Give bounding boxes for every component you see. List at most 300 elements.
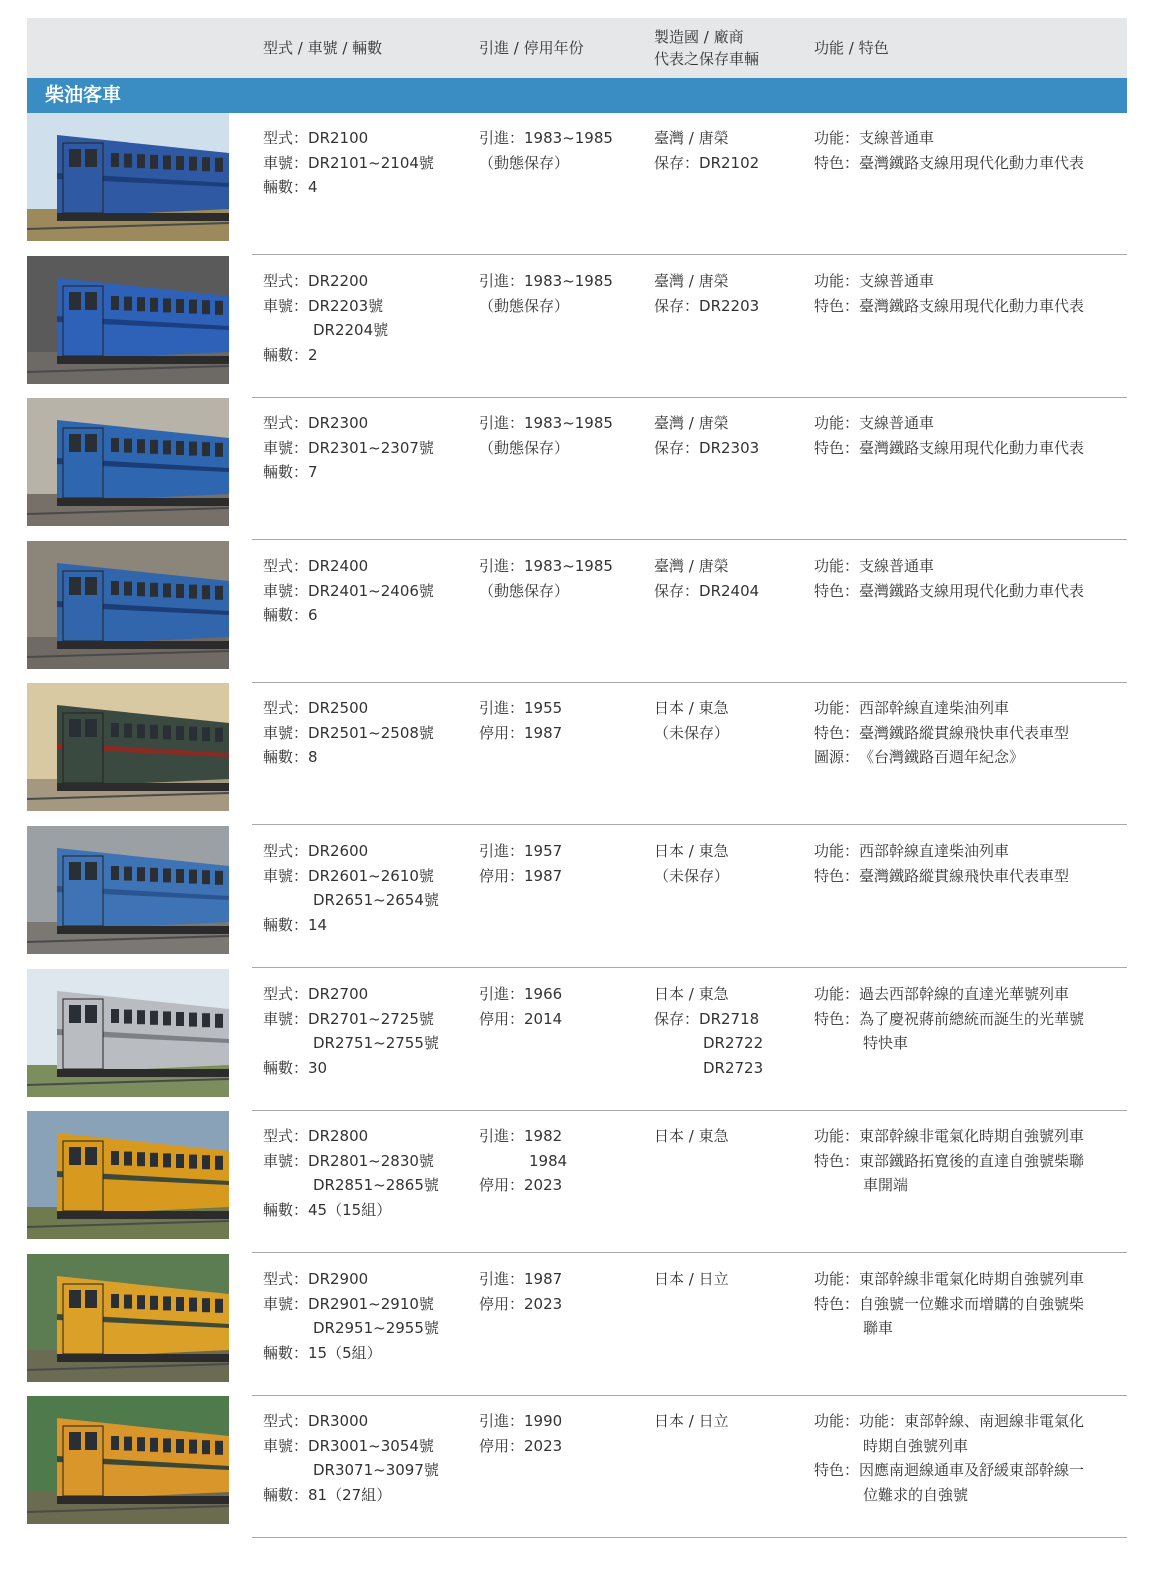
preserved-line [654, 1007, 804, 1032]
preserved-line [654, 579, 804, 604]
year-line [479, 1409, 644, 1434]
cell-years [479, 126, 644, 175]
year-line [479, 151, 644, 176]
model-line-label: 型式： [263, 1127, 309, 1145]
train-side-window [189, 157, 197, 171]
train-side-window [137, 1010, 145, 1024]
count-line [263, 745, 468, 770]
year-line [479, 1173, 644, 1198]
model-line-value: DR2500 [308, 699, 369, 717]
number-line-value: DR2951~2955號 [313, 1319, 439, 1337]
train-side-window [215, 1014, 223, 1028]
function-line-value: 時期自強號列車 [863, 1436, 969, 1455]
maker-line-value: 日本 / 東急 [654, 985, 729, 1003]
cell-function [814, 126, 1114, 175]
cell-years [479, 1267, 644, 1316]
cell-years [479, 696, 644, 745]
function-line-value: 東部鐵路拓寬後的直達自強號柴聯 [859, 1151, 1085, 1170]
train-side-window [137, 582, 145, 596]
table-row [0, 256, 1170, 399]
model-line-label: 型式： [263, 1270, 309, 1288]
train-side-window [124, 867, 132, 881]
count-line-label: 輛數： [263, 1485, 309, 1504]
function-line-value: 支線普通車 [859, 129, 935, 147]
number-line-value: DR2851~2865號 [313, 1176, 439, 1194]
function-line [814, 1458, 1114, 1483]
number-line [263, 318, 468, 343]
train-side-window [150, 725, 158, 739]
count-line-label: 輛數： [263, 178, 309, 196]
train-window-right [85, 719, 97, 737]
number-line [263, 151, 468, 176]
number-line-value: DR2401~2406號 [308, 581, 434, 600]
function-line [814, 151, 1114, 176]
train-side-window [111, 153, 119, 167]
function-line-label: 功能： [814, 1270, 860, 1288]
table-row [0, 113, 1170, 256]
function-line [814, 1124, 1114, 1149]
function-line [814, 1007, 1114, 1032]
function-line-value: 臺灣鐵路縱貫線飛快車代表車型 [859, 866, 1070, 885]
number-line-label: 車號： [263, 296, 309, 315]
year-line-value: 1955 [524, 699, 563, 717]
count-line [263, 1198, 468, 1223]
train-side-window [163, 1438, 171, 1452]
preserved-line [654, 1056, 804, 1081]
train-side-window [176, 869, 184, 883]
model-line-label: 型式： [263, 414, 309, 432]
train-side-window [111, 866, 119, 880]
model-line-label: 型式： [263, 699, 309, 717]
maker-line-value: 日本 / 日立 [654, 1412, 729, 1430]
function-line [814, 745, 1114, 770]
row-divider [252, 539, 1127, 540]
year-line-value: 1983~1985 [524, 557, 613, 575]
function-line-label: 特色： [814, 1461, 860, 1479]
train-photo [27, 398, 229, 526]
train-side-window [137, 867, 145, 881]
function-line [814, 554, 1114, 579]
number-line-value: DR2301~2307號 [308, 438, 434, 457]
number-line-value: DR2501~2508號 [308, 723, 434, 742]
year-line-value: 1982 [524, 1127, 563, 1145]
row-divider [252, 1252, 1127, 1253]
function-line-value: 《台灣鐵路百週年紀念》 [859, 748, 1025, 766]
function-line-value: 功能：東部幹線、南迴線非電氣化 [859, 1412, 1085, 1430]
model-line-value: DR2300 [308, 414, 369, 432]
cell-model [263, 411, 468, 485]
train-window-right [85, 1147, 97, 1165]
train-side-window [137, 724, 145, 738]
function-line-value: 特快車 [863, 1034, 909, 1052]
maker-line-value: 日本 / 東急 [654, 699, 729, 717]
maker-line-value: 日本 / 東急 [654, 1127, 729, 1145]
preserved-line-label: 保存： [654, 1009, 700, 1028]
maker-line [654, 839, 804, 864]
train-window-right [85, 1005, 97, 1023]
cell-maker [654, 1267, 804, 1292]
header-col-maker-line2: 代表之保存車輛 [654, 50, 760, 68]
train-window-left [69, 149, 81, 167]
year-line-value: 1984 [529, 1151, 568, 1170]
model-line [263, 696, 468, 721]
function-line-value: 自強號一位難求而增購的自強號柴 [859, 1294, 1085, 1313]
cell-function [814, 696, 1114, 770]
model-line [263, 411, 468, 436]
year-line-label: 停用： [479, 1009, 525, 1028]
number-line [263, 436, 468, 461]
cell-maker [654, 696, 804, 745]
number-line-label: 車號： [263, 723, 309, 742]
number-line-label: 車號： [263, 866, 309, 885]
year-line-value: 1957 [524, 842, 563, 860]
year-line [479, 1007, 644, 1032]
model-line [263, 1267, 468, 1292]
train-side-window [215, 586, 223, 600]
train-window-left [69, 1005, 81, 1023]
count-line [263, 460, 468, 485]
function-line-label: 特色： [814, 296, 860, 315]
function-line-value: 東部幹線非電氣化時期自強號列車 [859, 1127, 1085, 1145]
train-photo [27, 969, 229, 1097]
model-line-value: DR2700 [308, 985, 369, 1003]
number-line [263, 1007, 468, 1032]
table-row [0, 683, 1170, 826]
header-col-maker-line1: 製造國 / 廠商 [654, 28, 744, 46]
train-window-right [85, 149, 97, 167]
train-side-window [163, 868, 171, 882]
function-line-label: 特色： [814, 581, 860, 600]
table-row [0, 1111, 1170, 1254]
train-photo [27, 1254, 229, 1382]
train-side-window [202, 157, 210, 171]
count-line-label: 輛數： [263, 915, 309, 934]
train-side-window [163, 583, 171, 597]
cell-years [479, 269, 644, 318]
function-line-value: 位難求的自強號 [863, 1485, 969, 1504]
table-row [0, 1396, 1170, 1539]
preserved-line [654, 1031, 804, 1056]
function-line-value: 臺灣鐵路支線用現代化動力車代表 [859, 153, 1085, 172]
function-line [814, 839, 1114, 864]
year-line-value: 1987 [524, 1270, 563, 1288]
train-bogies [57, 783, 229, 791]
cell-model [263, 839, 468, 937]
preserved-line-value: （未保存） [654, 866, 730, 885]
function-line [814, 269, 1114, 294]
train-side-window [137, 154, 145, 168]
count-line [263, 603, 468, 628]
train-side-window [202, 442, 210, 456]
count-line [263, 343, 468, 368]
number-line [263, 1434, 468, 1459]
model-line-value: DR2900 [308, 1270, 369, 1288]
train-window-right [85, 292, 97, 310]
count-line-label: 輛數： [263, 606, 309, 624]
train-bogies [57, 641, 229, 649]
function-line-label: 功能： [814, 414, 860, 432]
train-window-left [69, 292, 81, 310]
function-line-label: 特色： [814, 1009, 860, 1028]
model-line-value: DR3000 [308, 1412, 369, 1430]
preserved-line-label: 保存： [654, 581, 700, 600]
preserved-line-value: DR2718 [699, 1009, 760, 1028]
train-side-window [189, 870, 197, 884]
year-line-value: 2023 [524, 1294, 563, 1313]
preserved-line-value: DR2404 [699, 581, 760, 600]
row-divider [252, 967, 1127, 968]
year-line [479, 1434, 644, 1459]
maker-line [654, 554, 804, 579]
model-line-label: 型式： [263, 129, 309, 147]
train-side-window [124, 724, 132, 738]
cell-function [814, 1124, 1114, 1198]
train-side-window [150, 155, 158, 169]
train-side-window [176, 156, 184, 170]
function-line [814, 579, 1114, 604]
table-row [0, 541, 1170, 684]
table-row [0, 1254, 1170, 1397]
cell-function [814, 269, 1114, 318]
cell-function [814, 554, 1114, 603]
train-side-window [111, 1436, 119, 1450]
train-photo [27, 113, 229, 241]
function-line-value: 臺灣鐵路縱貫線飛快車代表車型 [859, 723, 1070, 742]
year-line [479, 1292, 644, 1317]
cell-function [814, 1267, 1114, 1341]
maker-line [654, 1124, 804, 1149]
train-side-window [163, 725, 171, 739]
train-side-window [111, 581, 119, 595]
function-line [814, 126, 1114, 151]
row-divider [252, 824, 1127, 825]
train-side-window [163, 155, 171, 169]
train-window-right [85, 1432, 97, 1450]
preserved-line-value: DR2303 [699, 438, 760, 457]
year-line [479, 554, 644, 579]
cell-maker [654, 554, 804, 603]
year-line [479, 294, 644, 319]
function-line-value: 西部幹線直達柴油列車 [859, 699, 1010, 717]
number-line-label: 車號： [263, 438, 309, 457]
function-line-value: 支線普通車 [859, 272, 935, 290]
function-line [814, 436, 1114, 461]
train-side-window [150, 1296, 158, 1310]
count-line [263, 175, 468, 200]
train-side-window [163, 298, 171, 312]
number-line-label: 車號： [263, 581, 309, 600]
model-line-value: DR2800 [308, 1127, 369, 1145]
train-photo [27, 826, 229, 954]
train-side-window [176, 1012, 184, 1026]
train-side-window [202, 727, 210, 741]
train-side-window [124, 582, 132, 596]
count-line-value: 2 [308, 345, 318, 364]
number-line [263, 294, 468, 319]
cell-years [479, 554, 644, 603]
function-line [814, 1483, 1114, 1508]
train-side-window [124, 154, 132, 168]
train-side-window [150, 583, 158, 597]
cell-model [263, 269, 468, 367]
train-side-window [215, 871, 223, 885]
model-line-value: DR2200 [308, 272, 369, 290]
cell-years [479, 1124, 644, 1198]
train-side-window [111, 1294, 119, 1308]
train-bogies [57, 1069, 229, 1077]
number-line-value: DR3001~3054號 [308, 1436, 434, 1455]
function-line [814, 864, 1114, 889]
train-side-window [215, 1299, 223, 1313]
train-side-window [176, 726, 184, 740]
count-line-value: 81（27組） [308, 1485, 392, 1504]
maker-line-value: 臺灣 / 唐榮 [654, 557, 729, 575]
number-line [263, 1316, 468, 1341]
function-line-value: 東部幹線非電氣化時期自強號列車 [859, 1270, 1085, 1288]
train-window-left [69, 1147, 81, 1165]
function-line-value: 過去西部幹線的直達光華號列車 [859, 985, 1070, 1003]
table-row [0, 398, 1170, 541]
number-line-label: 車號： [263, 1151, 309, 1170]
section-title: 柴油客車 [45, 84, 122, 106]
model-line [263, 269, 468, 294]
maker-line [654, 1267, 804, 1292]
train-window-left [69, 1432, 81, 1450]
function-line [814, 1292, 1114, 1317]
count-line-value: 4 [308, 178, 318, 196]
maker-line-value: 臺灣 / 唐榮 [654, 272, 729, 290]
train-side-window [124, 297, 132, 311]
number-line-value: DR2651~2654號 [313, 891, 439, 909]
year-line [479, 269, 644, 294]
maker-line [654, 411, 804, 436]
train-window-right [85, 862, 97, 880]
year-line [479, 1267, 644, 1292]
train-side-window [189, 300, 197, 314]
train-side-window [215, 1441, 223, 1455]
count-line [263, 1341, 468, 1366]
function-line-label: 圖源： [814, 748, 860, 766]
number-line-label: 車號： [263, 153, 309, 172]
function-line-value: 支線普通車 [859, 557, 935, 575]
train-side-window [202, 585, 210, 599]
year-line-label: 引進： [479, 129, 525, 147]
train-side-window [150, 1011, 158, 1025]
table-row [0, 969, 1170, 1112]
header-col-maker [654, 26, 759, 70]
train-bogies [57, 356, 229, 364]
train-bogies [57, 498, 229, 506]
maker-line [654, 126, 804, 151]
function-line [814, 1149, 1114, 1174]
function-line [814, 1409, 1114, 1434]
train-side-window [111, 723, 119, 737]
model-line-label: 型式： [263, 272, 309, 290]
function-line-label: 特色： [814, 723, 860, 742]
count-line [263, 913, 468, 938]
function-line-value: 臺灣鐵路支線用現代化動力車代表 [859, 296, 1085, 315]
function-line-value: 西部幹線直達柴油列車 [859, 842, 1010, 860]
header-col-function: 功能 / 特色 [814, 39, 889, 57]
train-side-window [176, 1297, 184, 1311]
preserved-line-value: DR2723 [703, 1058, 764, 1077]
train-side-window [176, 1154, 184, 1168]
function-line-label: 特色： [814, 153, 860, 172]
year-line-value: 1987 [524, 866, 563, 885]
year-line-value: （動態保存） [479, 296, 570, 315]
preserved-line-label: 保存： [654, 153, 700, 172]
function-line [814, 1316, 1114, 1341]
train-side-window [202, 300, 210, 314]
function-line-value: 車開端 [863, 1176, 909, 1194]
train-photo [27, 1396, 229, 1524]
cell-maker [654, 982, 804, 1080]
cell-model [263, 1267, 468, 1365]
year-line-label: 引進： [479, 699, 525, 717]
cell-maker [654, 269, 804, 318]
train-side-window [215, 158, 223, 172]
year-line [479, 1149, 644, 1174]
function-line-value: 支線普通車 [859, 414, 935, 432]
train-side-window [137, 439, 145, 453]
train-window-left [69, 862, 81, 880]
function-line-label: 功能： [814, 842, 860, 860]
preserved-line-label: 保存： [654, 296, 700, 315]
train-side-window [176, 299, 184, 313]
count-line-value: 7 [308, 463, 318, 481]
model-line [263, 554, 468, 579]
year-line-value: 2023 [524, 1176, 563, 1194]
cell-function [814, 839, 1114, 888]
train-side-window [176, 441, 184, 455]
year-line-label: 引進： [479, 985, 525, 1003]
train-side-window [111, 1151, 119, 1165]
train-side-window [189, 1440, 197, 1454]
train-bogies [57, 213, 229, 221]
count-line-label: 輛數： [263, 1343, 309, 1362]
train-side-window [150, 868, 158, 882]
year-line-label: 停用： [479, 1436, 525, 1455]
year-line-value: （動態保存） [479, 438, 570, 457]
preserved-line [654, 294, 804, 319]
section-bar [27, 78, 1127, 113]
count-line-value: 30 [308, 1058, 328, 1077]
preserved-line [654, 864, 804, 889]
train-side-window [137, 1295, 145, 1309]
model-line [263, 126, 468, 151]
train-window-left [69, 434, 81, 452]
train-side-window [124, 1295, 132, 1309]
train-side-window [202, 1013, 210, 1027]
function-line [814, 1173, 1114, 1198]
train-side-window [150, 1438, 158, 1452]
preserved-line-value: DR2722 [703, 1034, 764, 1052]
train-side-window [137, 297, 145, 311]
number-line [263, 579, 468, 604]
year-line [479, 721, 644, 746]
train-side-window [124, 1010, 132, 1024]
function-line [814, 1031, 1114, 1056]
cell-model [263, 126, 468, 200]
count-line-label: 輛數： [263, 1200, 309, 1219]
train-side-window [163, 1153, 171, 1167]
preserved-line-value: （未保存） [654, 723, 730, 742]
year-line [479, 436, 644, 461]
train-side-window [111, 1009, 119, 1023]
number-line-value: DR2701~2725號 [308, 1009, 434, 1028]
function-line-value: 聯車 [863, 1319, 894, 1337]
model-line-label: 型式： [263, 1412, 309, 1430]
